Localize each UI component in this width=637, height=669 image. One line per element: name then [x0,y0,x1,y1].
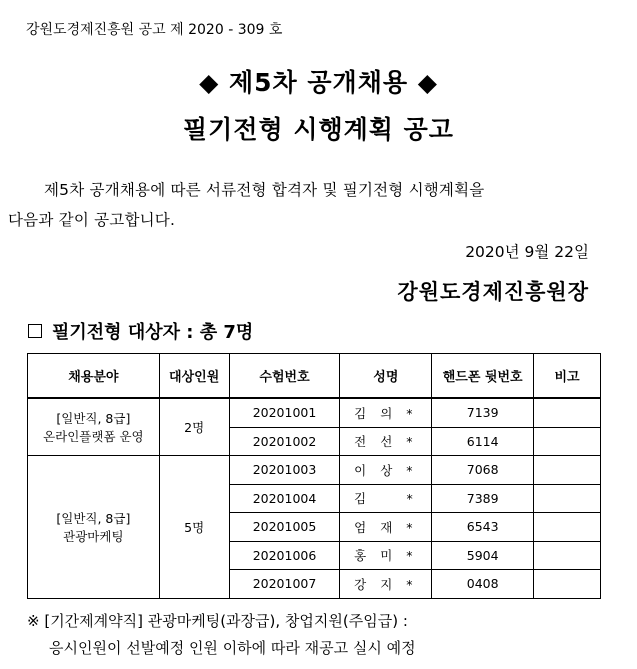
header-note: 비고 [534,354,601,399]
body-line-2: 다음과 같이 공고합니다. [8,211,176,229]
count-cell: 5명 [159,456,229,599]
exam-no-cell: 20201002 [229,427,340,456]
field-cell [28,456,160,599]
header-field: 채용분야 [28,354,160,399]
field-name: 관광마케팅 [63,528,124,544]
header-phone: 핸드폰 뒷번호 [432,354,534,399]
footnote [27,608,416,662]
header-count: 대상인원 [159,354,229,399]
name-cell: 전 선 * [340,427,432,456]
exam-no-cell: 20201003 [229,456,340,485]
section-title: 필기전형 대상자 : 총 7명 [52,322,254,343]
name-cell: 이 상 * [340,456,432,485]
field-name: 온라인플랫폼 운영 [43,429,144,444]
name-cell: 엄 재 * [340,513,432,542]
field-cell [28,398,160,456]
section-heading [28,318,253,344]
exam-no-cell: 20201005 [229,513,340,542]
exam-no-cell: 20201006 [229,541,340,570]
notice-date: 2020년 9월 22일 [465,243,589,261]
phone-cell: 6114 [432,427,534,456]
note-cell [534,513,601,542]
field-grade: [일반직, 8급] [56,510,131,526]
checkbox-square-icon [28,324,42,338]
name-cell: 김 의 * [340,398,432,427]
exam-no-cell: 20201001 [229,398,340,427]
table-header-row [28,354,601,399]
exam-no-cell: 20201004 [229,484,340,513]
candidate-table [27,353,601,599]
note-cell [534,398,601,427]
phone-cell: 6543 [432,513,534,542]
title-line-2: 필기전형 시행계획 공고 [183,115,454,144]
body-line-1: 제5차 공개채용에 따른 서류전형 합격자 및 필기전형 시행계획을 [44,181,485,199]
issuer-name: 강원도경제진흥원장 [397,279,589,304]
footnote-line-1: ※ [기간제계약직] 관광마케팅(과장급), 창업지원(주임급) : [27,612,408,630]
note-cell [534,456,601,485]
header-exam-no: 수험번호 [229,354,340,399]
header-name: 성명 [340,354,432,399]
phone-cell: 7139 [432,398,534,427]
count-cell: 2명 [159,398,229,456]
field-grade: [일반직, 8급] [56,411,131,426]
note-cell [534,541,601,570]
phone-cell: 5904 [432,541,534,570]
footnote-line-2: 응시인원이 선발예정 인원 이하에 따라 재공고 실시 예정 [49,639,416,657]
table-row [28,398,601,427]
phone-cell: 7389 [432,484,534,513]
title-line-1: ◆ 제5차 공개채용 ◆ [199,68,438,97]
phone-cell: 7068 [432,456,534,485]
phone-cell: 0408 [432,570,534,599]
name-cell: 김 * [340,484,432,513]
notice-number: 강원도경제진흥원 공고 제 2020 - 309 호 [26,22,283,38]
body-paragraph [8,175,611,235]
table-row [28,456,601,485]
note-cell [534,570,601,599]
note-cell [534,427,601,456]
note-cell [534,484,601,513]
exam-no-cell: 20201007 [229,570,340,599]
name-cell: 홍 미 * [340,541,432,570]
name-cell: 강 지 * [340,570,432,599]
